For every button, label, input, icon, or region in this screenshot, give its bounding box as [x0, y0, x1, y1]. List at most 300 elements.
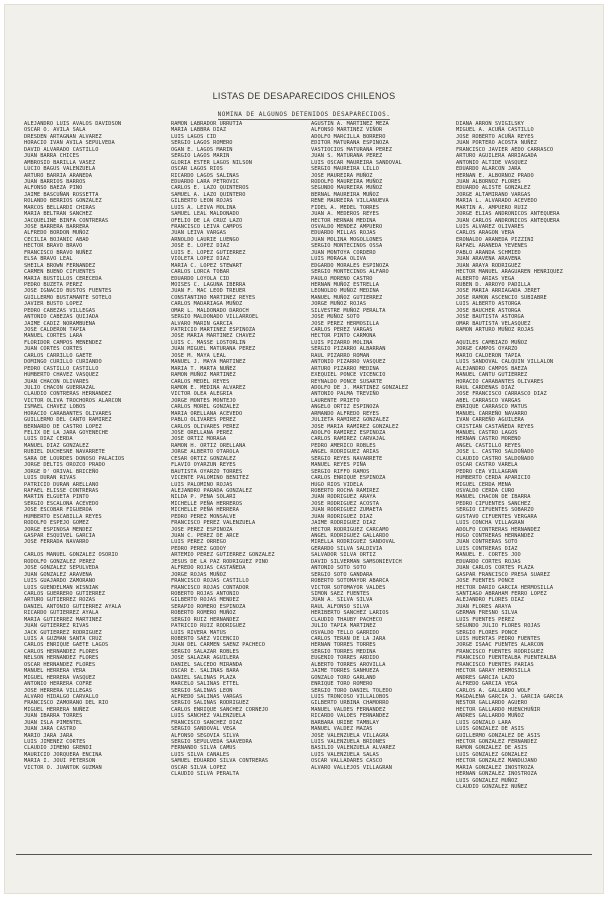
name-entry: ALFREDO ROJAS CASTAÑEDA — [171, 565, 246, 572]
names-column-4 — [456, 121, 563, 791]
name-entry: ALFONSO MARTINEZ VIÑOR — [311, 127, 383, 134]
name-entry: JOSE RODRIGUEZ ACOSTA — [311, 500, 380, 507]
document-subtitle: NOMINA DE ALGUNOS DETENIDOS DESAPARECIDOS. — [217, 111, 391, 118]
name-entry: MARIA BUSTILLOS CERECEDA — [24, 275, 102, 282]
name-entry: ALFONSO BAEZA PINO — [24, 185, 83, 192]
name-entry: RAMON ARTURO MUÑOZ ROJAS — [456, 327, 534, 333]
name-entry: VIOLETA LOPEZ DIAZ — [171, 256, 230, 263]
name-entry: EUGENIO TORRES ARDIDO — [311, 655, 380, 662]
name-entry: LUIS FUENTES PEREZ — [456, 616, 515, 623]
name-entry: JUAN C. PEREZ DE ARCE — [171, 533, 240, 539]
name-entry: SEGUNDO JULIO FLORES ROJAS — [456, 623, 541, 630]
name-entry: LUIS TRONCOSO VILLALOBOS — [311, 693, 389, 700]
name-entry: ROBERTO SOTOMAYOR ABARCA — [311, 578, 389, 585]
name-entry: OSVALDO MENDEZ AMPUERO — [311, 224, 383, 230]
name-entry: HECTOR HERNAN MEDINA — [311, 217, 376, 224]
name-entry: CARLOS MEDEL REYES — [171, 378, 230, 385]
name-entry: LUIS GONZALEZ GONZALEZ — [456, 751, 528, 758]
names-column-3 — [311, 121, 408, 771]
name-entry: JORGE ESPINOSA MENDEZ — [24, 526, 93, 533]
name-entry: SERGIO LAGOS MARIN — [171, 153, 230, 160]
name-entry: FIDEL A. MEDEL TORRES — [311, 204, 380, 211]
name-entry: RUBEN D. ARROYO PADILLA — [456, 281, 531, 288]
name-entry: JUAN MOLINA MOGOLLONES — [311, 236, 383, 243]
name-entry: HERNAN CASTRO MORENO — [456, 436, 521, 443]
name-entry: VICTOR OLEA ALEGRIA — [171, 391, 233, 398]
name-entry: PATRICIO MARTINEZ ESPINOZA — [171, 327, 256, 333]
name-entry: GUILLERMO BUSTAMANTE SOTELO — [24, 294, 112, 301]
name-entry: BAUTISTA OYARZO TORRES — [171, 468, 243, 475]
name-entry: RUBIEL DUCHESNE NAVARRETE — [24, 449, 105, 456]
name-entry: CARLOS E. LAZO QUINTEROS — [171, 185, 249, 192]
name-entry: CLAUDIO SILVA PERALTA — [171, 771, 240, 778]
name-entry: PEDRO PEREZ GODOY — [171, 545, 227, 552]
name-entry: GILBERTO LEON ROJAS — [171, 198, 233, 205]
name-entry: JULIETA RAMIREZ GONZALEZ — [311, 417, 389, 424]
name-entry: MIGUEL A. ACUÑA CASTILLO — [456, 127, 534, 134]
name-entry: JUAN CONTRERAS SOTO — [456, 539, 518, 546]
name-entry: JORGE CAMPOS OYARZO — [456, 346, 518, 353]
name-entry: SERGIO PIZARRO ALBARRAN — [311, 346, 386, 353]
name-entry: AQUILES CAMBIAZO MUÑOZ — [456, 339, 528, 346]
name-entry: MANUEL CANTU GUTIERREZ — [456, 372, 528, 379]
name-entry: ADOLFO CONTRERAS HERNANDEZ — [456, 526, 541, 533]
name-entry: SERAPIO ROMERO ESPINOZA — [171, 603, 246, 610]
name-entry: MIGUEL HERRERA VASQUEZ — [24, 674, 96, 681]
name-entry: MOISES C. LAGUNA IBERRA — [171, 281, 246, 288]
name-entry: PATRICIO DURAN ARELLANO — [24, 481, 99, 488]
name-entry: CARLOS A. GALLARDO WOLF — [456, 687, 531, 694]
name-entry: OSVALDO TELLO GARRIDO — [311, 629, 380, 636]
name-entry: CARLOS CARRILLO GAETE — [24, 352, 93, 359]
name-entry: LUIS JIMENEZ CORTES — [24, 739, 86, 745]
name-entry: JUAN ARAVENA ARAVENA — [456, 256, 521, 263]
name-entry: SILVESTRE MUÑOZ PERALTA — [311, 307, 386, 314]
name-entry: MARIA I. JOUI PETERSON — [24, 758, 96, 765]
name-entry: CLAUDIO CONTRERAS HERNANDEZ — [24, 391, 112, 398]
name-entry: ANGEL RODRIGUEZ GALLARDO — [311, 533, 389, 539]
name-entry: PATRICIO RUIZ RODRIGUEZ — [171, 623, 246, 630]
name-entry: LUIS RIVERA MATUS — [171, 629, 227, 636]
name-entry: CARMEN BUENO CIFUENTES — [24, 269, 96, 276]
name-entry: FLORIDOR CAMPOS MENENDEZ — [24, 339, 102, 346]
name-entry: ERONALDO ARANEDA PIZZINI — [456, 236, 534, 243]
name-entry: ROBERTO ROJAS ANTONIO — [171, 590, 240, 597]
name-entry: RODOLFO GONZALEZ PEREZ — [24, 558, 96, 565]
name-entry: LUIS SANDOVAL CALQUIN VILLALON — [456, 359, 554, 366]
name-entry: NILDA P. PENA SOLARI — [171, 494, 236, 501]
names-column-1 — [24, 121, 124, 771]
name-entry: JORGE ALBERTO OTAROLA — [171, 449, 240, 456]
name-entry: PAULO MORENO CASTRO — [311, 275, 373, 282]
name-entry: ALFREDO GARCIA VEGA — [456, 681, 518, 688]
name-entry: JULIO CHACON GUERRAZAL — [24, 384, 96, 391]
name-entry: RAUL CARDENAS DIAZ — [456, 384, 515, 391]
name-entry: CARLOS MANUEL GONZALEZ OSORIO — [24, 552, 118, 559]
name-entry: JUAN RODRIGUEZ DIAZ — [311, 513, 373, 520]
name-entry: RAMON E. MEDINA ALVAREZ — [171, 384, 246, 391]
name-entry: ALBERTO TORRES AROVILLA — [311, 661, 386, 668]
name-entry: JUAN A. MEDEROS REYES — [311, 211, 380, 218]
name-entry: VICTOR SOTOMAYOR VALDES — [311, 584, 386, 591]
name-entry: JUAN RODRIGUEZ ARAYA — [311, 494, 376, 501]
name-entry: LUIS DIAZ CERDA — [24, 436, 73, 443]
name-entry: MANUEL CORTES LARA — [24, 333, 83, 340]
name-entry: ARTURO GUTIERREZ ROZAS — [24, 597, 96, 604]
name-entry: HERNAN GONZALEZ INOSTROZA — [456, 771, 537, 778]
name-entry: HUMBERTO CERDA APARICIO — [456, 475, 531, 482]
name-entry: GERMAN FRESNO SILVA — [456, 610, 518, 617]
name-entry: MANUEL CASTRO LAGOS — [456, 430, 518, 436]
name-entry: PEDRO CABEZAS VILLEGAS — [24, 307, 96, 314]
name-entry: SERGIO TORRES MEDINA — [311, 648, 376, 655]
name-entry: ALVARO HIDALGO CARVALLO — [24, 693, 99, 700]
name-entry: JUAN F. MAC LEOD TREUER — [171, 288, 246, 295]
name-entry: NESTOR GALLARDO AGUERO — [456, 700, 528, 707]
name-entry: CARLOS HERNANDEZ FLORES — [24, 648, 99, 655]
name-entry: SERGIO SALAZAR ROBLES — [171, 648, 240, 655]
name-entry: JOSE PEREZ HERMOSILLA — [311, 320, 380, 327]
name-entry: DIANA ARRON SVIGILSKY — [456, 121, 525, 127]
name-entry: VICTOR O. JUANTOK GUZMAN — [24, 764, 102, 771]
name-entry: HERNAN MUÑOZ ESTRELLA — [311, 281, 380, 288]
name-entry: HECTOR GONZALEZ MANDUJANO — [456, 758, 537, 765]
name-entry: SIMON SAEZ FUENTES — [311, 590, 370, 597]
name-entry: DANIEL SALINAS PLAZA — [171, 674, 236, 681]
name-entry: MARIO JARA JARA — [24, 732, 73, 739]
name-entry: HORACIO CARABANTES OLIVARES — [24, 410, 112, 417]
name-entry: JOSE FERRADA NAVARRO — [24, 539, 89, 546]
name-entry: CECILIA BOJANIC ABAD — [24, 236, 89, 243]
name-entry: FRANCISCO LEIVA CAMPOS — [171, 224, 243, 230]
name-entry: JULIO TAPIA MARTINEZ — [311, 623, 376, 630]
name-entry: HECTOR BRAVO BRAVO — [24, 243, 83, 250]
name-entry: JUAN CARLOS ANDRONICOS ANTEQUERA — [456, 217, 560, 224]
name-entry: ALFREDO SALINAS VARGAS — [171, 693, 243, 700]
name-entry: JUAN GUTIERREZ RIVAS — [24, 623, 89, 630]
name-entry: FRANCISCO FUENTES PARIAS — [456, 661, 534, 668]
name-entry: HECTOR GONZALEZ FERNANDEZ — [456, 739, 537, 745]
name-entry: LUIS GONZALEZ MUÑOZ — [456, 777, 518, 784]
name-entry: ALVARO VALLEJOS VILLAGRAN — [311, 764, 392, 771]
name-entry: LUIS C. MASSE LOSTORLIN — [171, 339, 246, 346]
name-entry: JOSE FUENTES PONCE — [456, 578, 515, 585]
name-entry: GUSTAVO CIFUENTES VERGARA — [456, 513, 537, 520]
name-entry: JORGE ELIAS ANDRONICOS ANTEQUERA — [456, 211, 560, 218]
name-entry: CESAR ORTIZ GONZALEZ — [171, 455, 236, 462]
name-entry: ALVARO MARIN GARCIA — [171, 320, 233, 327]
name-entry: SERGIO SALINAS LEON — [171, 687, 233, 694]
name-entry: FRANCISCO BRAVO NUÑEZ — [24, 249, 93, 256]
name-entry: LUIS ALBERTO ASTORGA — [456, 301, 521, 308]
name-entry: MIGUEL HERRERA NUÑEZ — [24, 706, 89, 713]
name-entry: SERGIO SEPULVEDA SAAVEDRA — [171, 739, 252, 745]
name-entry: CARLOS PEREZ VARGAS — [311, 327, 373, 333]
name-entry: PEDRO BUZETA PEREZ — [24, 281, 83, 288]
name-entry: SERGIO MAUREIRA LILLO — [311, 166, 380, 173]
name-entry: MARIO CALDERON TAPIA — [456, 352, 521, 359]
name-entry: HECTOR GALLARDO HUENCHUÑIR — [456, 706, 541, 713]
name-entry: FRANCISCO JAVIER AEDO CARRASCO — [456, 146, 554, 153]
name-entry: OSCAR LAGOS RIOS — [171, 166, 223, 173]
name-entry: ARTURO AGUILERA ARRIAGADA — [456, 153, 537, 160]
name-entry: EDUARDO ALARCON JARA — [456, 166, 521, 173]
name-entry: EDUARDO LOYOLA CID — [171, 275, 230, 282]
name-entry: DOMINGO CURILLO CURIANDO — [24, 359, 102, 366]
name-entry: JOSE ROBERTO ACUÑA REYES — [456, 133, 534, 140]
name-entry: DANIEL SALCEDO MIRANDA — [171, 661, 243, 668]
name-entry: DAVID ALVARADO CASTILLO — [24, 146, 99, 153]
name-entry: JUAN FLORES ARAYA — [456, 603, 512, 610]
name-entry: JOSE SALAZAR AGUILERA — [171, 655, 240, 662]
name-entry: AGUSTIN A. MARTINEZ MEZA — [311, 121, 389, 127]
name-entry: LUIS PALOMINO ROJAS — [171, 481, 233, 488]
name-entry: JACQUELINE BINFA CONTRERAS — [24, 217, 109, 224]
name-entry: JUAN GONZALEZ ARAVENA — [24, 571, 93, 578]
name-entry: BARBARA URIBE TAMBLAY — [311, 719, 380, 726]
name-entry: SERGIO REYES NAVARRETE — [311, 455, 383, 462]
name-entry: PEDRO CIFUENTES SANCHEZ — [456, 500, 531, 507]
name-entry: OSCAR O. AVILA SALA — [24, 127, 86, 134]
name-entry: ARTURO PIZARRO MEDINA — [311, 365, 380, 372]
name-entry: CARLOS RAMIREZ CARVAJAL — [311, 436, 386, 443]
name-entry: MANUEL DIAZ GONZALEZ — [24, 442, 89, 449]
name-entry: GERARDO SILVA SALDIVIA — [311, 545, 383, 552]
name-entry: ENRIQUE TORO ROMERO — [311, 681, 373, 688]
name-entry: ALEJANDRO LUIS AVALOS DAVIDSON — [24, 121, 122, 127]
name-entry: EDUARDO ALISTE GONZALEZ — [456, 185, 531, 192]
name-entry: EDGARDO MORALES ESPINOZA — [311, 262, 389, 269]
name-entry: FERNANDO SILVA CAMUS — [171, 745, 236, 752]
name-entry: LUIS CONCHA VILLAGRAN — [456, 520, 525, 527]
name-entry: JUAN JARA CASTRO — [24, 726, 76, 733]
name-entry: PABLO ARANDA SCHMIED — [456, 249, 521, 256]
name-entry: HERNAN E. ALBORNOZ PRADO — [456, 172, 534, 179]
name-entry: JOSE BAUCHER ASTORGA — [456, 307, 521, 314]
name-entry: VICTOR OLIVA TROCHOROS ALARCON — [24, 397, 122, 404]
name-entry: JOSE GONZALEZ SEPULVEDA — [24, 565, 99, 572]
name-entry: MANUEL REYES PIÑA — [311, 462, 367, 469]
name-entry: JORGE MUÑOZ ROJAS — [311, 301, 367, 308]
name-entry: FRANCISCO PEREZ VALENZUELA — [171, 520, 256, 527]
name-entry: GUILLERMO DEL CANTO RAMIREZ — [24, 417, 112, 424]
name-entry: JOSE L. CASTRO SALDOÑADO — [456, 449, 534, 456]
name-entry: OSCAR VALLADARES CASCO — [311, 758, 383, 765]
name-entry: CLAUDIO THAUBY PACHECO — [311, 616, 383, 623]
name-entry: MAGDALENA GARCIA J. GARCIA GARCIA — [456, 693, 563, 700]
name-entry: MARIA T. MARTA NUÑEZ — [171, 365, 236, 372]
name-entry: CRISTIAN CASTAÑEDA REYES — [456, 423, 534, 430]
name-entry: JORGE ROJAS MUÑOZ — [171, 571, 227, 578]
name-entry: HERIBERTO SANCHEZ LARIOS — [311, 610, 389, 617]
name-entry: ALFONSO SEGOVIA SILVA — [171, 732, 240, 739]
name-entry: JOSE FRANCISCO CARRASCO DIAZ — [456, 391, 547, 398]
name-entry: DAVID SILVERMAN SAMSONIEVICH — [311, 558, 402, 565]
name-entry: SERGIO SALINAS RODRIGUEZ — [171, 700, 249, 707]
name-entry: JORGE ISAAC FUENTES ALARCON — [456, 642, 544, 649]
name-entry: OMAR BAUTISTA VELASQUEZ — [456, 320, 531, 327]
name-entry: LUIS PEREZ ORREGO — [171, 539, 227, 546]
name-entry: EXEQUIEL PONCE VICENCIO — [311, 372, 386, 379]
name-entry: SAMUEL A. LAZO QUINTERO — [171, 191, 246, 198]
name-entry: JORGE ALTAMIRANO VARGAS — [456, 191, 531, 198]
name-entry: GASPAR ESQUIVEL GARCIA — [24, 533, 96, 539]
name-entry: JORGE D' ORIVAL BRICEÑO — [24, 468, 99, 475]
name-entry: RAMON LABRADOR URRUTIA — [171, 121, 243, 127]
name-entry: SERGIO LAGOS ROMERO — [171, 140, 233, 147]
name-entry: FRANCISCO ZAMORANO DEL RIO — [24, 700, 109, 707]
name-entry: GILBERTO URBINA CHAMORRO — [311, 700, 389, 707]
name-entry: HECTOR MANUEL ARAGUAREN HENRIQUEZ — [456, 269, 563, 276]
name-entry: DRESDEN ARTAGNAN ALVAREZ — [24, 133, 102, 140]
name-entry: JUAN ARAYA RODRIGUEZ — [456, 262, 521, 269]
name-entry: SERGIO MALDONADO VILLARROEL — [171, 314, 259, 321]
name-entry: ADOLFO MARCILLA BORRERO — [311, 133, 386, 140]
name-entry: CLAUDIO JIMENO GRENDI — [24, 745, 93, 752]
name-entry: MANUEL CHACON DE IBARRA — [456, 494, 531, 501]
name-entry: MAURICIO JORQUERA ENCINA — [24, 751, 102, 758]
name-entry: JUAN S. MATURANA PEREZ — [311, 153, 383, 160]
name-entry: LUIS MORAGA OLIVA — [311, 256, 367, 263]
name-entry: RICARDO GUTIERREZ AYALA — [24, 610, 99, 617]
name-entry: JESUS DE LA PAZ RODRIGUEZ PINO — [171, 558, 269, 565]
name-entry: HORACIO IVAN AVILA SEPULVEDA — [24, 140, 115, 147]
name-entry: LUIS GUAJARDO ZAMORANO — [24, 578, 96, 585]
name-entry: HUGO RIOS VIDELA — [311, 481, 363, 488]
name-entry: EDUARDO LARA PETROVIC — [171, 178, 240, 185]
name-entry: SERGIO TORO DANIEL TOLEDO — [311, 687, 392, 694]
name-entry: SERGIO MONTECINOS ALFARO — [311, 269, 389, 276]
name-entry: LUIS SILVA CANALES — [171, 751, 230, 758]
name-entry: MARIA LABBRA DIAZ — [171, 127, 227, 134]
name-entry: CARLOS OLIVARES PEREZ — [171, 423, 240, 430]
name-entry: AMBROSIO BARILLA VASEZ — [24, 159, 96, 166]
name-entry: JOSE IGNACIO BUSTOS FUENTES — [24, 288, 112, 295]
name-entry: JOSE MUÑOZ SOTO — [311, 314, 360, 321]
name-entry: RAFAEL ELISSE CONTRERAS — [24, 487, 99, 494]
name-entry: OSCAR CASTRO VARELA — [456, 462, 518, 469]
name-entry: JOSE BAUTISTA ASTORGA — [456, 314, 525, 321]
name-entry: SHEILA BROWN FERNANDEZ — [24, 262, 96, 269]
name-entry: OSVALDO CERDA CURO — [456, 487, 515, 494]
name-entry: MIGUEL CERDA MENA — [456, 481, 512, 488]
name-entry: ROBERTO ROCHA RAMIREZ — [311, 487, 380, 494]
name-entry: FRANCISCO FUENTES RODRIGUEZ — [456, 648, 544, 655]
name-entry: MARTIN ELGUETA PINTO — [24, 494, 89, 501]
name-entry: ARTURO BARRIA ARANEDA — [24, 172, 93, 179]
name-entry: HUMBERTO ESCABILLA REYES — [24, 513, 102, 520]
name-entry: ELSA BRAVO LEAL — [24, 256, 73, 263]
name-entry: CARLOS MOREL GONZALEZ — [171, 404, 240, 411]
name-entry: OSCAR SILVA LOPEZ — [171, 764, 227, 771]
name-entry: LAURENTE PRIETO — [311, 397, 360, 404]
name-entry: JOSE ESCOBAR FIGUEROA — [24, 507, 93, 514]
name-entry: ROBERTO ROMERO MUÑOZ — [171, 610, 236, 617]
name-entry: OSCAR E. SALINAS BARA — [171, 668, 240, 675]
name-entry: PEDRO PEREZ MONSALVE — [171, 513, 236, 520]
name-entry: JUAN BARRIOS BARROS — [24, 178, 86, 185]
name-entry: JORGE DELTIS OROZCO PRADO — [24, 462, 105, 469]
name-entry: JUAN CHACON OLIVARES — [24, 378, 89, 385]
name-entry: HORACIO CARABANTES OLIVARES — [456, 378, 544, 385]
name-entry: LUIS A GUZMAN SANTA CRUZ — [24, 636, 102, 642]
name-entry: HECTOR RODRIGUEZ CARCAMO — [311, 526, 389, 533]
name-entry: CLAUDIO CASTRO SALDOÑADO — [456, 455, 534, 462]
name-entry: IVAN CARREÑO AGUILERA — [456, 417, 525, 424]
name-entry: HECTOR GARAY HERMOSILLA — [456, 668, 531, 675]
name-entry: RAMON MUÑOZ MARTINEZ — [171, 372, 236, 379]
name-entry: MARTIN A. AMPUERO RUIZ — [456, 204, 528, 211]
name-entry: JACK GUTIERREZ RODRIGUEZ — [24, 629, 102, 636]
name-entry: ALEJANDRO PARADA GONZALEZ — [171, 487, 252, 494]
name-entry: SERGIO ESCALONA ACEVEDO — [24, 500, 99, 507]
name-entry: ANTONIO CABEZAS QUIJADA — [24, 314, 99, 321]
name-entry: ARTEMIO PEREZ GUTIERREZ GONZALEZ — [171, 552, 275, 559]
name-entry: HERNAN TORRES TORRES — [311, 642, 376, 649]
name-entry: ROLANDO BERRIOS GONZALEZ — [24, 198, 102, 205]
name-entry: MARIA GONZALEZ INOSTROZA — [456, 764, 534, 771]
name-entry: JUAN A. SILVA SILVA — [311, 597, 373, 604]
name-entry: HUMBERTO CHAVEZ VASQUEZ — [24, 372, 99, 379]
name-entry: JUAN DEL CARMEN SAENZ PACHECO — [171, 642, 265, 649]
name-entry: FRANCISCO ROJAS CONTADOR — [171, 584, 249, 591]
name-entry: GASPAR FRANCISCO PRESA SUAREZ — [456, 571, 550, 578]
name-entry: JAIME TORRES SANHUEZA — [311, 668, 380, 675]
name-entry: JAIME CADIZ NORAMBUENA — [24, 320, 96, 327]
name-entry: GONZALO TORO GARLAND — [311, 674, 376, 681]
name-entry: NELSON HERNANDEZ FLORES — [24, 655, 99, 662]
name-entry: SALVADOR SILVA ORTIZ — [311, 552, 376, 559]
name-entry: OMAR L. MALDONADO DAROCH — [171, 307, 249, 314]
name-entry: LUIS GONZALEZ DE ASIS — [456, 726, 525, 733]
name-entry: JOSE PEREZ ESPINOZA — [171, 526, 233, 533]
name-entry: LUIS HUERTAS PEDRO FUENTES — [456, 636, 541, 642]
name-entry: MICHELLE PEÑA HERRERA — [171, 507, 240, 514]
name-entry: JUAN MIGUEL MATURANA PEREZ — [171, 346, 256, 353]
name-entry: RICARDO VALDES FERNANDEZ — [311, 713, 389, 720]
name-entry: MANUEL J. MAYA MARTINEZ — [171, 359, 246, 366]
name-entry: ANTONIO HERRERA COFRE — [24, 681, 93, 688]
name-entry: ARMANDO ALFREDO REYES — [311, 410, 380, 417]
name-entry: JUAN IBARRA TORRES — [24, 713, 83, 720]
name-entry: VASTIOCIOS MATURANA PEREZ — [311, 146, 392, 153]
name-entry: ANDRES GALLARDO MUÑOZ — [456, 713, 525, 720]
name-entry: LUIS SANCHEZ VALENZUELA — [171, 713, 246, 720]
name-entry: MARIA L. ALVARADO ACEVEDO — [456, 198, 537, 205]
name-entry: JOSE VALENZUELA VILLAGRA — [311, 732, 389, 739]
name-entry: JOSE M. MAYA LEAL — [171, 352, 227, 359]
name-entry: ROBERTO SAEZ VICENCIO — [171, 636, 240, 642]
name-entry: LUIS OSCAR MAUREIRA SANDOVAL — [311, 159, 402, 166]
name-entry: JUAN RODRIGUEZ ZUMAETA — [311, 507, 383, 514]
name-entry: MANUEL CARREÑO NAVARRO — [456, 410, 528, 417]
name-entry: ABEL CARRASCO VARGAS — [456, 397, 521, 404]
name-entry: ADOLFO DE J. MARTINEZ GONZALEZ — [311, 384, 409, 391]
name-entry: JOSE MAUREIRA MUÑOZ — [311, 172, 373, 179]
name-entry: MARIA ORELLANA ACEVEDO — [171, 410, 243, 417]
name-entry: SERGIO MONTECINOS OSSA — [311, 243, 383, 250]
name-entry: JAIME BASCUÑAN ROSSETTA — [24, 191, 99, 198]
name-entry: LUIS GUENDELMAN WISNIAK — [24, 584, 99, 591]
name-entry: LUIS LAGOS CID — [171, 133, 217, 140]
document-header — [4, 91, 604, 120]
name-entry: HUGO CONTRERAS HERNANDEZ — [456, 533, 534, 539]
name-entry: LUIS GONZALO LARA — [456, 719, 512, 726]
name-entry: OFELIO DE LA CRUZ LAZO — [171, 217, 243, 224]
name-entry: JUAN LEIVA VARGAS — [171, 230, 227, 237]
name-entry: RAFAEL ARANEDA YEVENES — [456, 243, 528, 250]
name-entry: GLORIA ESTER LAGOS NILSON — [171, 159, 252, 166]
